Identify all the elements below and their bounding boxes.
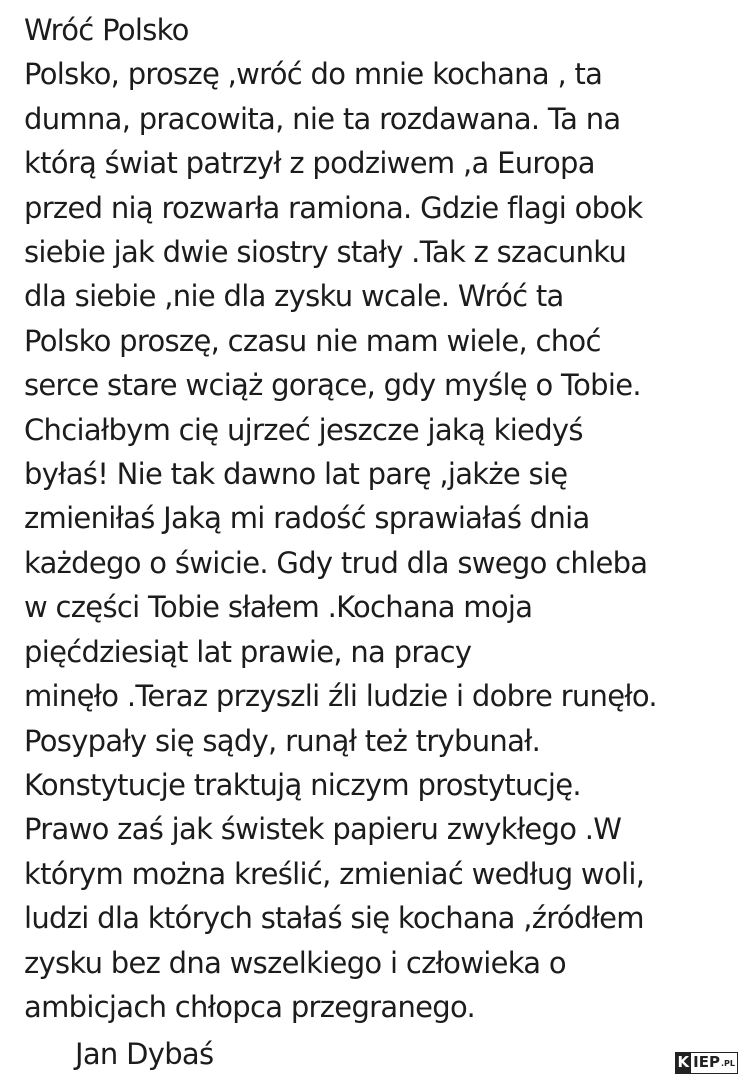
poem-line: Prawo zaś jak świstek papieru zwykłego .W <box>24 812 622 847</box>
watermark-iep: IEP <box>693 1053 720 1071</box>
poem-text <box>24 8 744 1029</box>
poem-line: dumna, pracowita, nie ta rozdawana. Ta na <box>24 101 621 136</box>
author-signature: Jan Dybaś <box>75 1037 214 1071</box>
poem-body <box>24 52 744 1029</box>
poem-title: Wróć Polsko <box>24 13 189 47</box>
poem-line: każdego o świcie. Gdy trud dla swego chleba <box>24 545 648 580</box>
poem-line: Chciałbym cię ujrzeć jeszcze jaką kiedyś <box>24 412 583 447</box>
poem-line: dla siebie ,nie dla zysku wcale. Wróć ta <box>24 279 564 314</box>
poem-line: w części Tobie słałem .Kochana moja <box>24 590 533 625</box>
poem-line: Polsko, proszę ,wróć do mnie kochana , ta <box>24 57 603 92</box>
poem-line: którą świat patrzył z podziwem ,a Europa <box>24 146 595 181</box>
poem-line: którym można kreślić, zmieniać według woli, <box>24 856 645 891</box>
poem-line: minęło .Teraz przyszli źli ludzie i dobre runęło. <box>24 679 657 714</box>
poem-line: serce stare wciąż gorące, gdy myślę o Tobie. <box>24 368 641 403</box>
watermark-tld: .PL <box>721 1059 735 1068</box>
poem-line: przed nią rozwarła ramiona. Gdzie flagi obok <box>24 190 643 225</box>
poem-line: Konstytucje traktują niczym prostytucję. <box>24 767 581 802</box>
poem-line: ludzi dla których stałaś się kochana ,źródłem <box>24 901 644 936</box>
poem-line: zysku bez dna wszelkiego i człowieka o <box>24 945 566 980</box>
poem-line: Polsko proszę, czasu nie mam wiele, choć <box>24 323 601 358</box>
poem-line: zmieniłaś Jaką mi radość sprawiałaś dnia <box>24 501 590 536</box>
watermark-k: K <box>677 1053 690 1071</box>
poem-line: siebie jak dwie siostry stały .Tak z szacunku <box>24 235 627 270</box>
poem-line: pięćdziesiąt lat prawie, na pracy <box>24 634 472 669</box>
poem-line: byłaś! Nie tak dawno lat parę ,jakże się <box>24 457 568 492</box>
kiep-watermark-logo <box>675 1052 738 1074</box>
poem-line: ambicjach chłopca przegranego. <box>24 989 476 1024</box>
poem-line: Posypały się sądy, runął też trybunał. <box>24 723 541 758</box>
